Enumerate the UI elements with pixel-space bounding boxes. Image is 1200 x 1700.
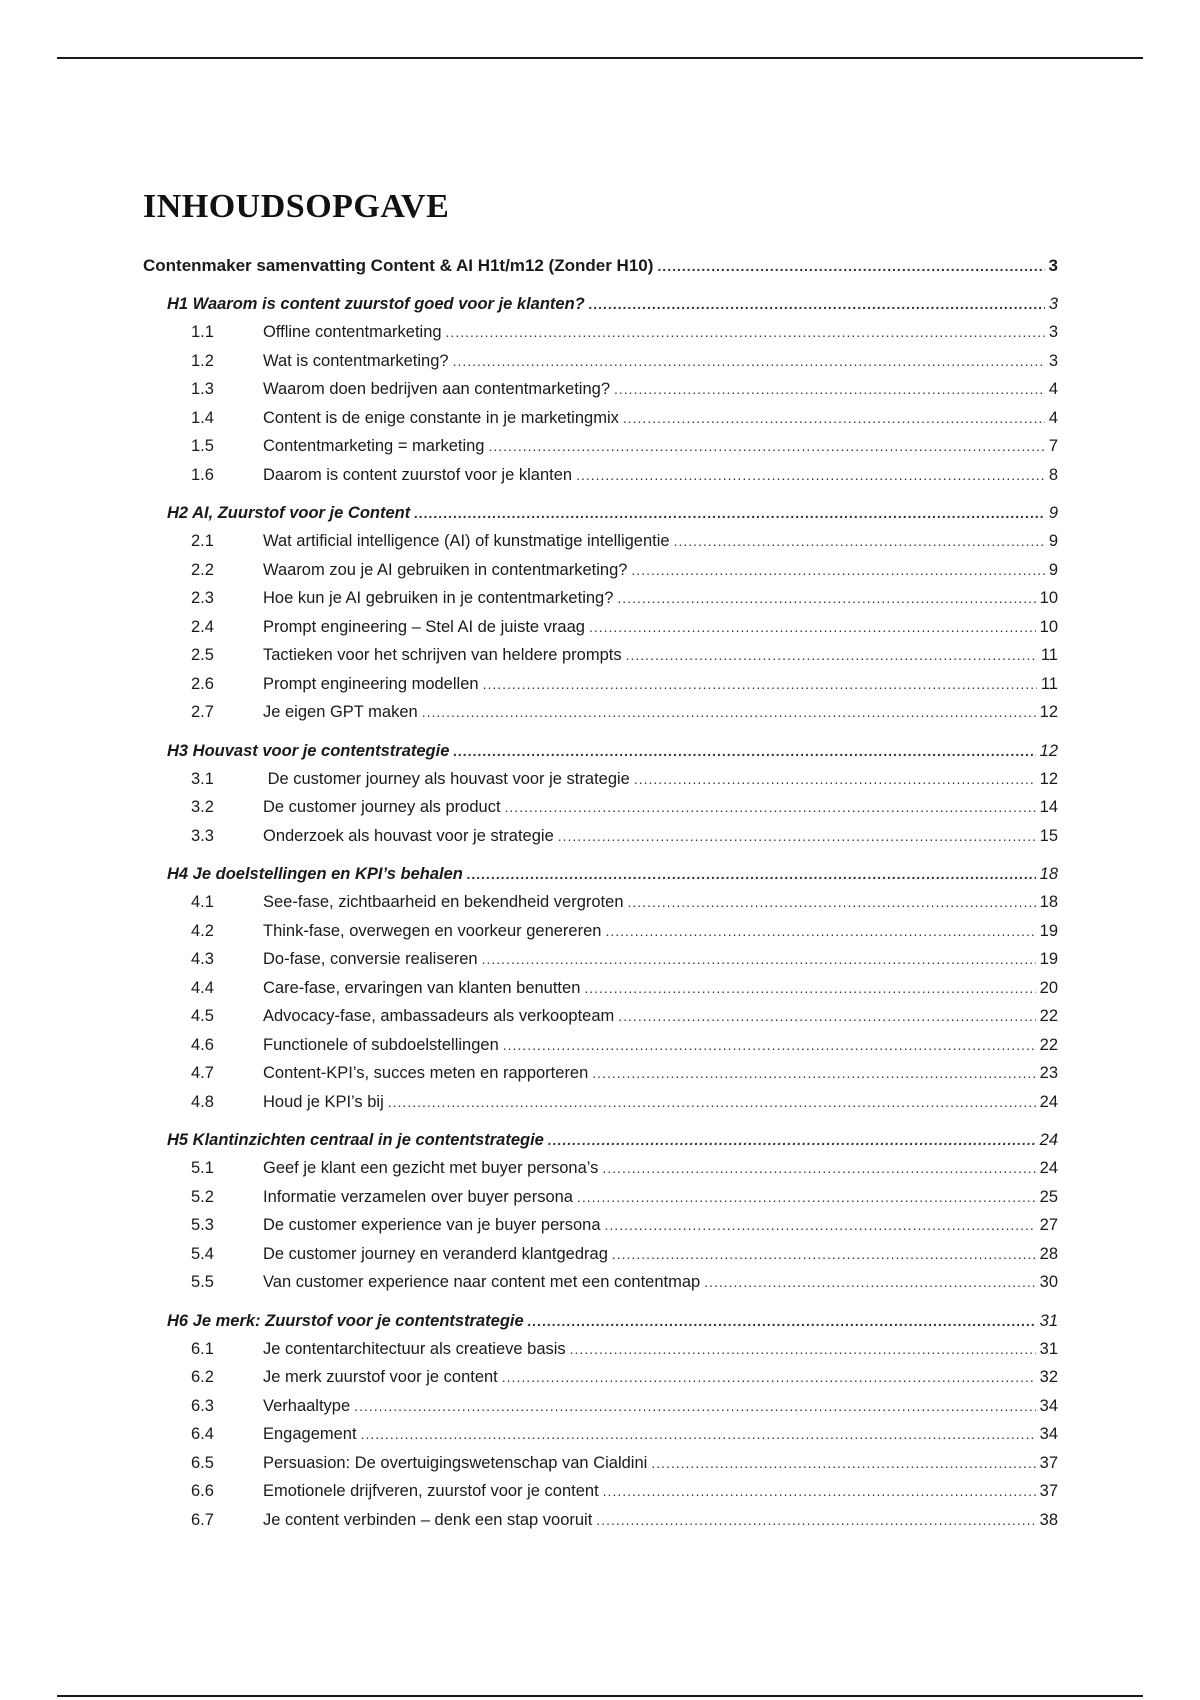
toc-section-number: 2.5 [191,646,214,664]
toc-section-number: 5.2 [191,1187,214,1206]
toc-chapter-title: H1 Waarom is content zuurstof goed voor je klanten? [167,295,585,313]
toc-section-title: Informatie verzamelen over buyer persona [263,1187,573,1206]
toc-section-title: Onderzoek als houvast voor je strategie [263,826,554,845]
toc-section-title: Tactieken voor het schrijven van heldere prompts [263,646,622,664]
toc-section-6-4[interactable] [143,1420,1058,1449]
dot-leader [626,641,1037,670]
toc-section-number: 6.4 [191,1425,214,1443]
toc-page-number: 18 [1039,865,1058,883]
toc-section-title: De customer journey als houvast voor je strategie [263,769,630,788]
toc-section-title: Wat artificial intelligence (AI) of kunstmatige intelligentie [263,532,670,550]
toc-section-2-7[interactable] [143,698,1058,727]
toc-section-number: 2.1 [191,532,214,550]
toc-section-title: Engagement [263,1425,357,1443]
toc-section-number: 6.3 [191,1396,214,1415]
toc-section-label [191,613,589,642]
toc-page-number: 3 [1048,295,1058,313]
toc-section-5-4[interactable] [143,1240,1058,1269]
toc-entry-text: Contenmaker samenvatting Content & AI H1t/m12 (Zonder H10) [143,256,654,275]
toc-section-number: 6.1 [191,1339,214,1358]
toc-section-title: Persuasion: De overtuigingswetenschap van Cialdini [263,1453,648,1472]
dot-leader [558,822,1036,851]
toc-section-number: 2.2 [191,560,214,579]
toc-section-label [191,1211,605,1240]
dot-leader [505,793,1036,822]
toc-page-number: 3 [1048,256,1058,275]
toc-section-title: Care-fase, ervaringen van klanten benutten [263,978,581,997]
dot-leader [605,1211,1036,1240]
dot-leader [657,252,1044,280]
toc-page-number: 22 [1039,1007,1058,1025]
toc-section-title: Content is de enige constante in je marketingmix [263,408,619,427]
toc-section-number: 5.3 [191,1216,214,1234]
toc-section-number: 1.4 [191,408,214,427]
dot-leader [603,1477,1036,1506]
toc-section-number: 4.4 [191,978,214,997]
toc-page-number: 7 [1048,437,1058,455]
toc-chapter-title: H3 Houvast voor je contentstrategie [167,741,450,760]
toc-section-5-5[interactable] [143,1268,1058,1297]
dot-leader [576,461,1045,490]
toc-page-number: 25 [1039,1187,1058,1206]
toc-page-number: 27 [1039,1216,1058,1234]
toc-page-number: 30 [1039,1273,1058,1291]
toc-section-1-2[interactable] [143,347,1058,376]
toc-section-label [191,584,617,613]
toc-chapter-title: H2 AI, Zuurstof voor je Content [167,504,411,522]
toc-page-number: 8 [1048,465,1058,484]
toc-section-2-4[interactable] [143,613,1058,642]
toc-section-label [191,945,482,974]
toc-section-1-3[interactable] [143,375,1058,404]
dot-leader [453,347,1045,376]
toc-section-label [191,1420,361,1449]
toc-section-title: Je eigen GPT maken [263,703,418,721]
toc-section-number: 4.7 [191,1064,214,1082]
toc-page-number: 9 [1048,532,1058,550]
toc-section-title: Je content verbinden – denk een stap vooruit [263,1510,593,1529]
toc-section-title: Offline contentmarketing [263,323,442,341]
toc-section-2-2[interactable] [143,556,1058,585]
toc-section-title: Verhaaltype [263,1396,351,1415]
toc-page-number: 31 [1039,1311,1058,1330]
toc-section-1-5[interactable] [143,432,1058,461]
dot-leader [584,974,1035,1003]
toc-section-label [191,556,631,585]
toc-section-5-1[interactable] [143,1154,1058,1183]
toc-section-4-1[interactable] [143,888,1058,917]
toc-section-label [191,375,614,404]
dot-leader [453,737,1035,765]
toc-section-label [191,1268,704,1297]
toc-section-6-6[interactable] [143,1477,1058,1506]
dot-leader [570,1335,1036,1364]
toc-section-3-3[interactable] [143,822,1058,851]
toc-page-number: 10 [1039,617,1058,636]
toc-section-title: De customer journey en veranderd klantgedrag [263,1244,608,1263]
toc-page-number: 4 [1048,380,1058,398]
toc-page-number: 12 [1039,769,1058,788]
dot-leader [704,1268,1035,1297]
toc-section-title: Advocacy-fase, ambassadeurs als verkoopteam [263,1007,615,1025]
toc-section-3-2[interactable] [143,793,1058,822]
toc-section-title: Think-fase, overwegen en voorkeur genereren [263,921,602,940]
toc-section-title: Waarom zou je AI gebruiken in contentmarketing? [263,560,628,579]
toc-section-number: 5.1 [191,1159,214,1177]
toc-section-label [191,404,623,433]
toc-section-label [191,1154,602,1183]
page-title: INHOUDSOPGAVE [143,188,450,225]
footer-rule [57,1695,1143,1697]
toc-section-title: Functionele of subdoelstellingen [263,1035,499,1054]
toc-section-label [191,1240,612,1269]
toc-section-title: Prompt engineering – Stel AI de juiste vraag [263,617,585,636]
toc-section-number: 2.4 [191,617,214,636]
toc-section-label [191,527,674,556]
toc-chapter-title: H5 Klantinzichten centraal in je contentstrategie [167,1131,544,1149]
toc-chapter-h6[interactable] [143,1307,1058,1335]
toc-section-label [191,347,453,376]
toc-section-title: Je contentarchitectuur als creatieve basis [263,1339,566,1358]
toc-chapter-title: H6 Je merk: Zuurstof voor je contentstrategie [167,1311,524,1330]
toc-section-number: 1.1 [191,323,214,341]
toc-section-label [191,1363,502,1392]
toc-section-title: Hoe kun je AI gebruiken in je contentmarketing? [263,589,614,607]
toc-page-number: 37 [1039,1482,1058,1500]
dot-leader [634,765,1036,794]
dot-leader [605,917,1035,946]
toc-page-number: 24 [1039,1131,1058,1149]
toc-section-4-2[interactable] [143,917,1058,946]
toc-section-label [191,793,505,822]
toc-section-number: 1.3 [191,380,214,398]
toc-page-number: 14 [1039,798,1058,816]
toc-section-title: De customer experience van je buyer persona [263,1216,601,1234]
toc-page-number: 22 [1039,1035,1058,1054]
toc-section-title: Prompt engineering modellen [263,674,479,693]
dot-leader [467,860,1036,888]
dot-leader [612,1240,1036,1269]
toc-section-number: 1.5 [191,437,214,455]
toc-page-number: 10 [1039,589,1058,607]
toc-section-title: Do-fase, conversie realiseren [263,950,478,968]
toc-section-number: 4.1 [191,893,214,911]
toc-page-number: 28 [1039,1244,1058,1263]
toc-section-6-2[interactable] [143,1363,1058,1392]
dot-leader [528,1307,1036,1335]
toc-page-number: 3 [1048,323,1058,341]
toc-section-label [191,698,422,727]
toc-section-5-3[interactable] [143,1211,1058,1240]
toc-page-number: 34 [1039,1396,1058,1415]
toc-page-number: 24 [1039,1092,1058,1111]
toc-section-number: 4.8 [191,1092,214,1111]
toc-section-label [191,1031,503,1060]
toc-section-number: 4.2 [191,921,214,940]
dot-leader [503,1031,1036,1060]
toc-section-label [191,822,558,851]
toc-section-2-6[interactable] [143,670,1058,699]
toc-section-6-1[interactable] [143,1335,1058,1364]
dot-leader [592,1059,1035,1088]
toc-section-3-1[interactable] [143,765,1058,794]
dot-leader [414,499,1045,527]
toc-section-2-3[interactable] [143,584,1058,613]
toc-section-title: Geef je klant een gezicht met buyer persona’s [263,1159,599,1177]
toc-section-number: 6.5 [191,1453,214,1472]
toc-section-4-5[interactable] [143,1002,1058,1031]
toc-section-label [191,888,628,917]
toc-section-6-5[interactable] [143,1449,1058,1478]
toc-page-number: 38 [1039,1510,1058,1529]
toc-section-1-1[interactable] [143,318,1058,347]
toc-page-number: 11 [1040,646,1058,664]
dot-leader [628,888,1036,917]
toc-chapter-h5[interactable] [143,1126,1058,1154]
dot-leader [354,1392,1035,1421]
toc-page-number: 3 [1048,351,1058,370]
toc-section-label [191,1392,354,1421]
toc-page-number: 32 [1039,1368,1058,1386]
toc-section-2-5[interactable] [143,641,1058,670]
toc-section-6-7[interactable] [143,1506,1058,1535]
toc-chapter-h1[interactable] [143,290,1058,318]
toc-chapter-h4[interactable] [143,860,1058,888]
dot-leader [589,290,1045,318]
dot-leader [596,1506,1035,1535]
toc-section-title: Daarom is content zuurstof voor je klanten [263,465,573,484]
toc-section-4-3[interactable] [143,945,1058,974]
toc-section-number: 3.1 [191,769,214,788]
toc-section-number: 2.7 [191,703,214,721]
dot-leader [422,698,1036,727]
toc-section-number: 3.2 [191,798,214,816]
toc-page-number: 24 [1039,1159,1058,1177]
toc-section-1-6[interactable] [143,461,1058,490]
toc-page-number: 12 [1039,703,1058,721]
dot-leader [489,432,1045,461]
toc-section-label [191,1477,603,1506]
toc-section-label [191,1002,618,1031]
toc-chapter-h3[interactable] [143,737,1058,765]
toc-section-4-8[interactable] [143,1088,1058,1117]
toc-section-label [191,1183,577,1212]
dot-leader [623,404,1045,433]
toc-section-label [191,1335,570,1364]
dot-leader [577,1183,1036,1212]
dot-leader [614,375,1045,404]
toc-section-number: 2.3 [191,589,214,607]
toc-section-title: Emotionele drijfveren, zuurstof voor je content [263,1482,599,1500]
toc-section-number: 5.5 [191,1273,214,1291]
toc-page-number: 15 [1039,826,1058,845]
toc-section-label [191,1059,592,1088]
dot-leader [361,1420,1036,1449]
toc-section-title: See-fase, zichtbaarheid en bekendheid vergroten [263,893,624,911]
toc-section-6-3[interactable] [143,1392,1058,1421]
toc-section-label [191,432,489,461]
dot-leader [548,1126,1036,1154]
toc-page-number: 11 [1040,674,1058,693]
toc-section-label [191,318,446,347]
toc-section-5-2[interactable] [143,1183,1058,1212]
toc-page-number: 19 [1039,921,1058,940]
dot-leader [483,670,1037,699]
toc-page-number: 20 [1039,978,1058,997]
toc-section-label [191,641,626,670]
header-rule [57,57,1143,59]
toc-section-label [191,765,634,794]
toc-page-number: 34 [1039,1425,1058,1443]
table-of-contents [143,252,1058,1534]
toc-section-1-4[interactable] [143,404,1058,433]
toc-page-number: 18 [1039,893,1058,911]
toc-section-label [191,1506,596,1535]
toc-chapter-h2[interactable] [143,499,1058,527]
dot-leader [674,527,1045,556]
toc-page-number: 4 [1048,408,1058,427]
toc-section-title: Contentmarketing = marketing [263,437,485,455]
toc-page-number: 23 [1039,1064,1058,1082]
toc-section-title: Waarom doen bedrijven aan contentmarketing? [263,380,611,398]
dot-leader [482,945,1036,974]
toc-section-4-4[interactable] [143,974,1058,1003]
toc-section-title: Wat is contentmarketing? [263,351,449,370]
toc-section-number: 6.6 [191,1482,214,1500]
toc-page-number: 37 [1039,1453,1058,1472]
toc-section-label [191,974,584,1003]
toc-section-title: De customer journey als product [263,798,501,816]
dot-leader [502,1363,1036,1392]
dot-leader [617,584,1035,613]
toc-section-number: 1.6 [191,465,214,484]
toc-section-number: 6.7 [191,1510,214,1529]
dot-leader [631,556,1044,585]
dot-leader [651,1449,1035,1478]
dot-leader [602,1154,1035,1183]
toc-section-number: 6.2 [191,1368,214,1386]
toc-page-number: 12 [1039,741,1058,760]
toc-section-number: 1.2 [191,351,214,370]
toc-section-title: Van customer experience naar content met een contentmap [263,1273,701,1291]
toc-section-4-6[interactable] [143,1031,1058,1060]
toc-section-label [191,1088,388,1117]
toc-section-number: 4.3 [191,950,214,968]
toc-section-title: Houd je KPI’s bij [263,1092,384,1111]
dot-leader [446,318,1045,347]
toc-page-number: 19 [1039,950,1058,968]
toc-section-number: 4.6 [191,1035,214,1054]
toc-section-label [191,670,483,699]
toc-section-title: Je merk zuurstof voor je content [263,1368,498,1386]
toc-section-4-7[interactable] [143,1059,1058,1088]
dot-leader [589,613,1036,642]
toc-section-label [191,1449,651,1478]
toc-page-number: 9 [1048,504,1058,522]
toc-section-label [191,917,605,946]
toc-section-number: 2.6 [191,674,214,693]
toc-page-number: 9 [1048,560,1058,579]
toc-section-label [191,461,576,490]
toc-section-2-1[interactable] [143,527,1058,556]
toc-chapter-title: H4 Je doelstellingen en KPI’s behalen [167,865,463,883]
dot-leader [388,1088,1036,1117]
toc-section-number: 3.3 [191,826,214,845]
toc-section-number: 4.5 [191,1007,214,1025]
toc-section-number: 5.4 [191,1244,214,1263]
toc-entry-main[interactable] [143,252,1058,280]
toc-section-title: Content-KPI’s, succes meten en rapporteren [263,1064,589,1082]
toc-page-number: 31 [1039,1339,1058,1358]
dot-leader [618,1002,1035,1031]
